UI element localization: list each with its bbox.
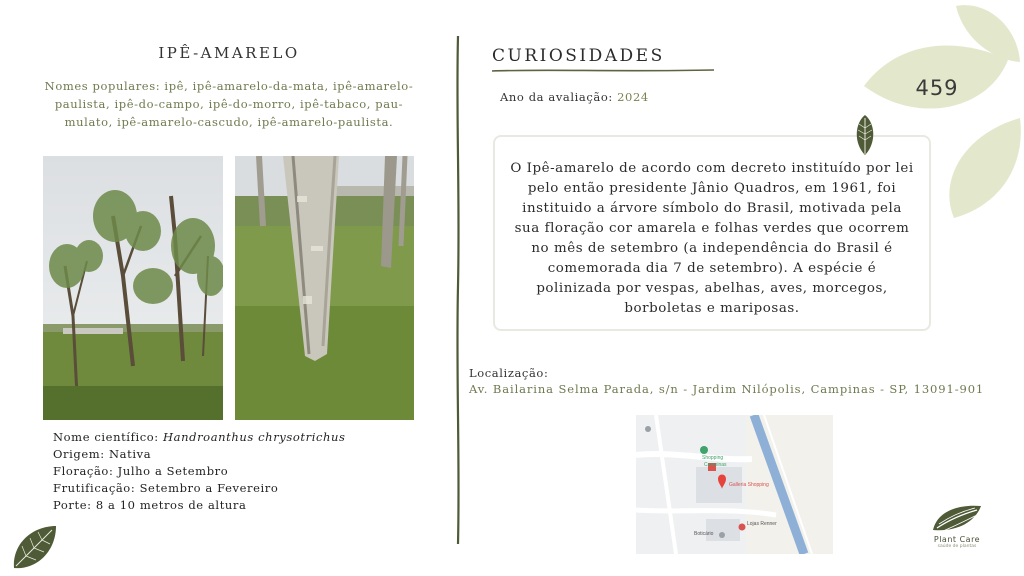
decorative-leaves [858, 0, 1024, 230]
curiosity-text: O Ipê-amarelo de acordo com decreto instituído por lei pelo então presidente Jânio Quadros, em 1961, foi instituido a árvore símbolo do Brasil, motivada pela sua floração cor amarela e folhas verdes que ocorrem no mês de setembro (a independência do Brasil é comemorada dia 7 de setembro). A espécie é polinizada por vespas, abelhas, aves, morcegos, borboletas e mariposas. [510, 161, 914, 316]
map-label-galleria: Galleria Shopping [729, 482, 769, 488]
evaluation-year-value: 2024 [617, 90, 649, 104]
location-label: Localização: [469, 366, 549, 380]
location-address[interactable]: Av. Bailarina Selma Parada, s/n - Jardim Nilópolis, Campinas - SP, 13091-901 [469, 382, 985, 396]
plant-care-logo-mark-icon [931, 502, 983, 534]
fruiting-row: Frutificação: Setembro a Fevereiro [53, 481, 279, 495]
plant-care-logo-name: Plant Care [933, 535, 981, 544]
scientific-name-value: Handroanthus chrysotrichus [163, 430, 346, 444]
scientific-name-label: Nome científico: [53, 430, 164, 444]
evaluation-year-label: Ano da avaliação: [500, 90, 618, 104]
map-label-boticario: Boticário [694, 531, 714, 537]
location-map[interactable] [636, 415, 833, 554]
tree-info [53, 429, 413, 514]
column-divider [455, 36, 461, 544]
map-label-renner: Lojas Renner [747, 521, 777, 527]
plant-care-logo [922, 502, 992, 568]
tree-number-badge: 459 [915, 76, 959, 100]
plant-care-logo-tagline: saúde de plantas [937, 544, 977, 549]
flowering-row: Floração: Julho a Setembro [53, 464, 229, 478]
curiosities-underline [492, 66, 714, 74]
evaluation-year [500, 90, 649, 104]
tree-photo-trunk [235, 156, 414, 420]
scientific-name-row [53, 429, 413, 446]
tree-photo-full [43, 156, 223, 420]
popular-names: Nomes populares: ipê, ipê-amarelo-da-mata, ipê-amarelo-paulista, ipê-do-campo, ipê-do-morro, ipê-tabaco, pau-mulato, ipê-amarelo-cascudo, ipê-amarelo-paulista. [44, 79, 414, 129]
size-row: Porte: 8 a 10 metros de altura [53, 498, 247, 512]
map-label-campinas: Campinas [704, 462, 727, 468]
map-label-shopping: Shopping [702, 455, 724, 461]
origin-row: Origem: Nativa [53, 447, 152, 461]
curiosities-title: CURIOSIDADES [492, 46, 665, 66]
leaf-icon-bottom [10, 522, 60, 572]
tree-title: IPÊ-AMARELO [158, 44, 300, 62]
